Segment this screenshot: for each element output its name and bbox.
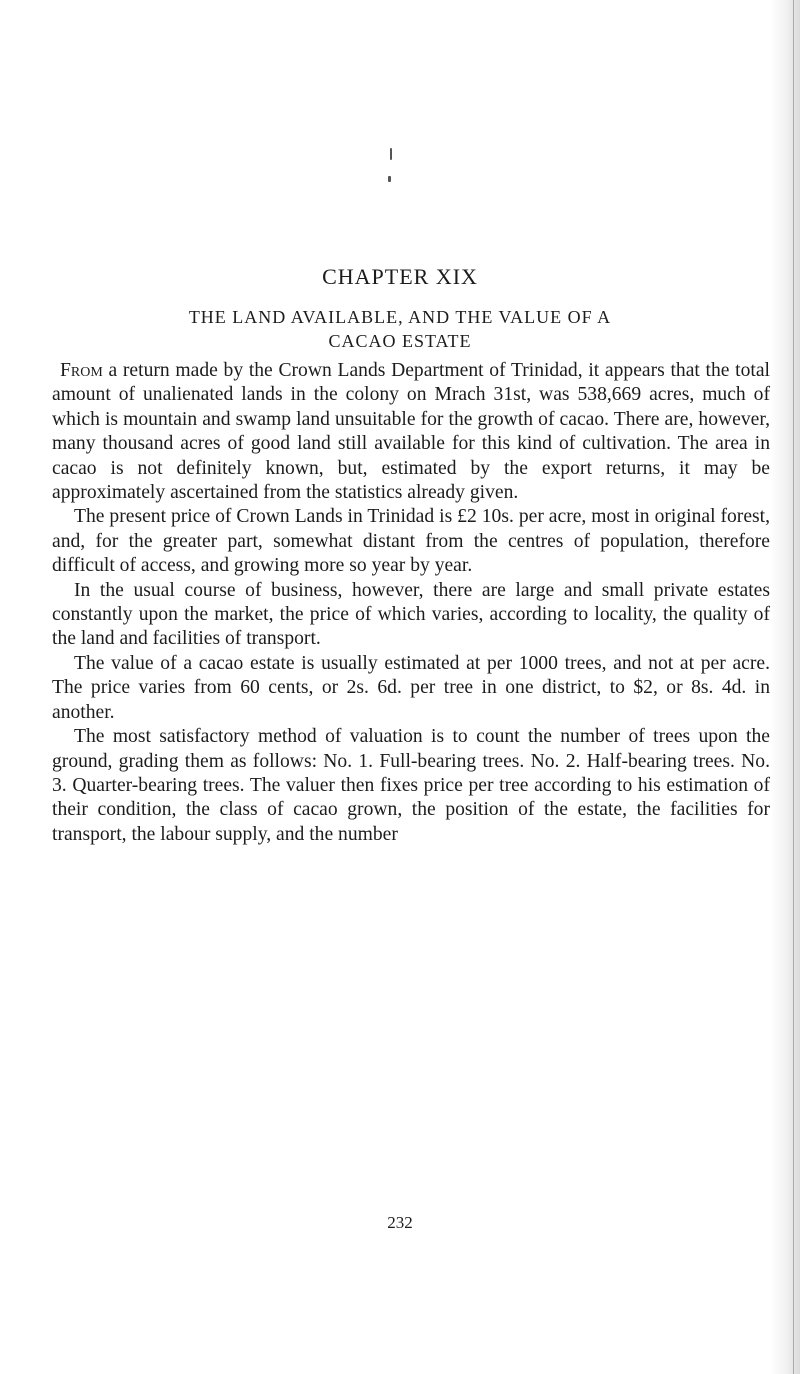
page-edge-shadow bbox=[770, 0, 800, 1374]
chapter-title-line-2: CACAO ESTATE bbox=[328, 331, 472, 351]
paragraph-3: In the usual course of business, however, there are large and small private estates constantly upon the market, the price of which varies, according to locality, the quality of the land and facilities of transport. bbox=[52, 579, 770, 650]
page-edge-line bbox=[793, 0, 794, 1374]
chapter-title-line-1: THE LAND AVAILABLE, AND THE VALUE OF A bbox=[188, 307, 612, 327]
ink-speck bbox=[390, 148, 392, 160]
page-number: 232 bbox=[387, 1213, 413, 1232]
paragraph-1 bbox=[52, 359, 770, 505]
chapter-heading: CHAPTER XIX bbox=[322, 264, 478, 289]
paragraph-1-lead: From bbox=[60, 360, 103, 381]
paragraph-5: The most satisfactory method of valuation is to count the number of trees upon the ground, grading them as follows: No. 1. Full-bearing trees. No. 2. Half-bearing trees. No. 3. Quarter-bearing trees. The valuer then fixes price per tree according to his estimation of their condition, the class of cacao grown, the position of the estate, the facilities for transport, the labour supply, and the number bbox=[52, 726, 770, 845]
chapter-title bbox=[0, 305, 800, 353]
paragraph-1-text: a return made by the Crown Lands Department of Trinidad, it appears that the total amount of unalienated lands in the colony on Mrach 31st, was 538,669 acres, much of which is mountain and swamp land unsuitable for the growth of cacao. There are, however, many thousand acres of good land still available for this kind of cultivation. The area in cacao is not definitely known, but, estimated by the export returns, it may be approximately ascertained from the statistics already given. bbox=[52, 360, 770, 504]
paragraph-4: The value of a cacao estate is usually estimated at per 1000 trees, and not at per acre. The price varies from 60 cents, or 2s. 6d. per tree in one district, to $2, or 8s. 4d. in another. bbox=[52, 652, 770, 723]
ink-speck bbox=[388, 176, 391, 182]
paragraph-2: The present price of Crown Lands in Trinidad is £2 10s. per acre, most in original forest, and, for the greater part, somewhat distant from the centres of population, therefore difficult of access, and growing more so year by year. bbox=[52, 506, 770, 577]
body-text bbox=[52, 359, 770, 847]
